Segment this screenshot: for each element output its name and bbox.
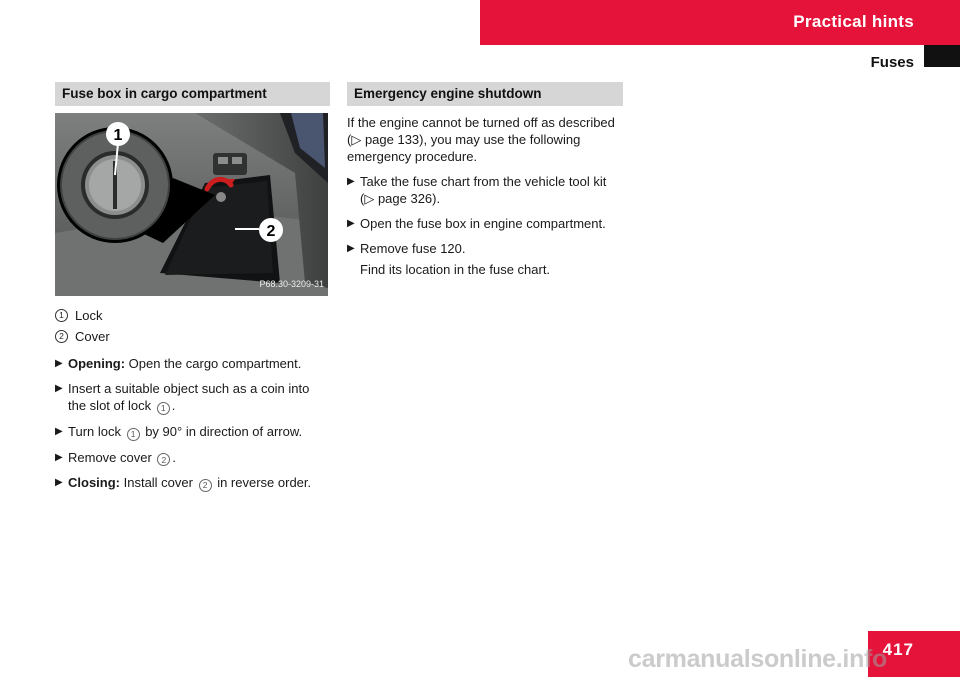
step-remove-fuse	[347, 240, 623, 257]
figure-legend	[55, 305, 330, 347]
cargo-compartment-illustration	[55, 113, 328, 296]
bullet-arrow-icon: ▶	[347, 176, 355, 187]
callout-2: 2	[266, 223, 276, 240]
ref-number-2: 2	[199, 479, 212, 492]
step-open-fuse-box	[347, 215, 623, 232]
ref-number-1: 1	[127, 428, 140, 441]
bullet-arrow-icon: ▶	[347, 243, 355, 254]
legend-label-lock: Lock	[75, 308, 103, 323]
legend-item-lock	[55, 305, 330, 326]
bullet-arrow-icon: ▶	[55, 383, 63, 394]
left-column	[55, 82, 330, 492]
thumb-tab	[924, 45, 960, 67]
step-turn-lock	[55, 423, 330, 441]
step-opening	[55, 355, 330, 372]
cargo-fuse-box-figure	[55, 113, 328, 296]
step-text: Closing: Install cover 2 in reverse order.	[68, 475, 312, 491]
step-insert-coin	[55, 380, 330, 415]
step-remove-cover	[55, 449, 330, 467]
bullet-arrow-icon: ▶	[55, 451, 63, 463]
bullet-arrow-icon: ▶	[347, 218, 355, 229]
page-number: 417	[882, 640, 914, 659]
legend-label-cover: Cover	[75, 329, 110, 344]
fuse-location-note: Find its location in the fuse chart.	[360, 262, 551, 277]
intro-paragraph: If the engine cannot be turned off as described (▷ page 133), you may use the following emergency procedure.	[347, 115, 615, 164]
step-text: Take the fuse chart from the vehicle tool kit (▷ page 326).	[360, 174, 607, 206]
right-column	[347, 82, 623, 278]
fuse-box-heading: Fuse box in cargo compartment	[55, 82, 330, 106]
step-take-fuse-chart	[347, 173, 623, 207]
watermark: carmanualsonline.info	[628, 645, 888, 673]
bullet-arrow-icon: ▶	[55, 477, 63, 489]
subsection-title: Fuses	[870, 54, 914, 71]
emergency-shutdown-heading: Emergency engine shutdown	[347, 82, 623, 106]
legend-item-cover	[55, 326, 330, 347]
legend-number-1: 1	[55, 309, 68, 322]
ref-number-1: 1	[157, 402, 170, 415]
step-text: Remove fuse 120.	[360, 241, 466, 256]
figure-code: P68.30-3209-31	[259, 279, 324, 289]
step-text: Remove cover 2 .	[68, 449, 177, 465]
step-text: Opening: Open the cargo compartment.	[68, 356, 302, 371]
step-text: Open the fuse box in engine compartment.	[360, 216, 606, 231]
section-title: Practical hints	[793, 12, 914, 31]
step-text: Turn lock 1 by 90° in direction of arrow.	[68, 423, 303, 439]
fuse-box-steps	[55, 355, 330, 492]
bullet-arrow-icon: ▶	[55, 425, 63, 437]
bullet-arrow-icon: ▶	[55, 358, 63, 369]
step-closing	[55, 474, 330, 492]
ref-number-2: 2	[157, 453, 170, 466]
step-text: Insert a suitable object such as a coin into the slot of lock 1 .	[68, 381, 310, 413]
callout-1: 1	[113, 127, 123, 144]
legend-number-2: 2	[55, 330, 68, 343]
